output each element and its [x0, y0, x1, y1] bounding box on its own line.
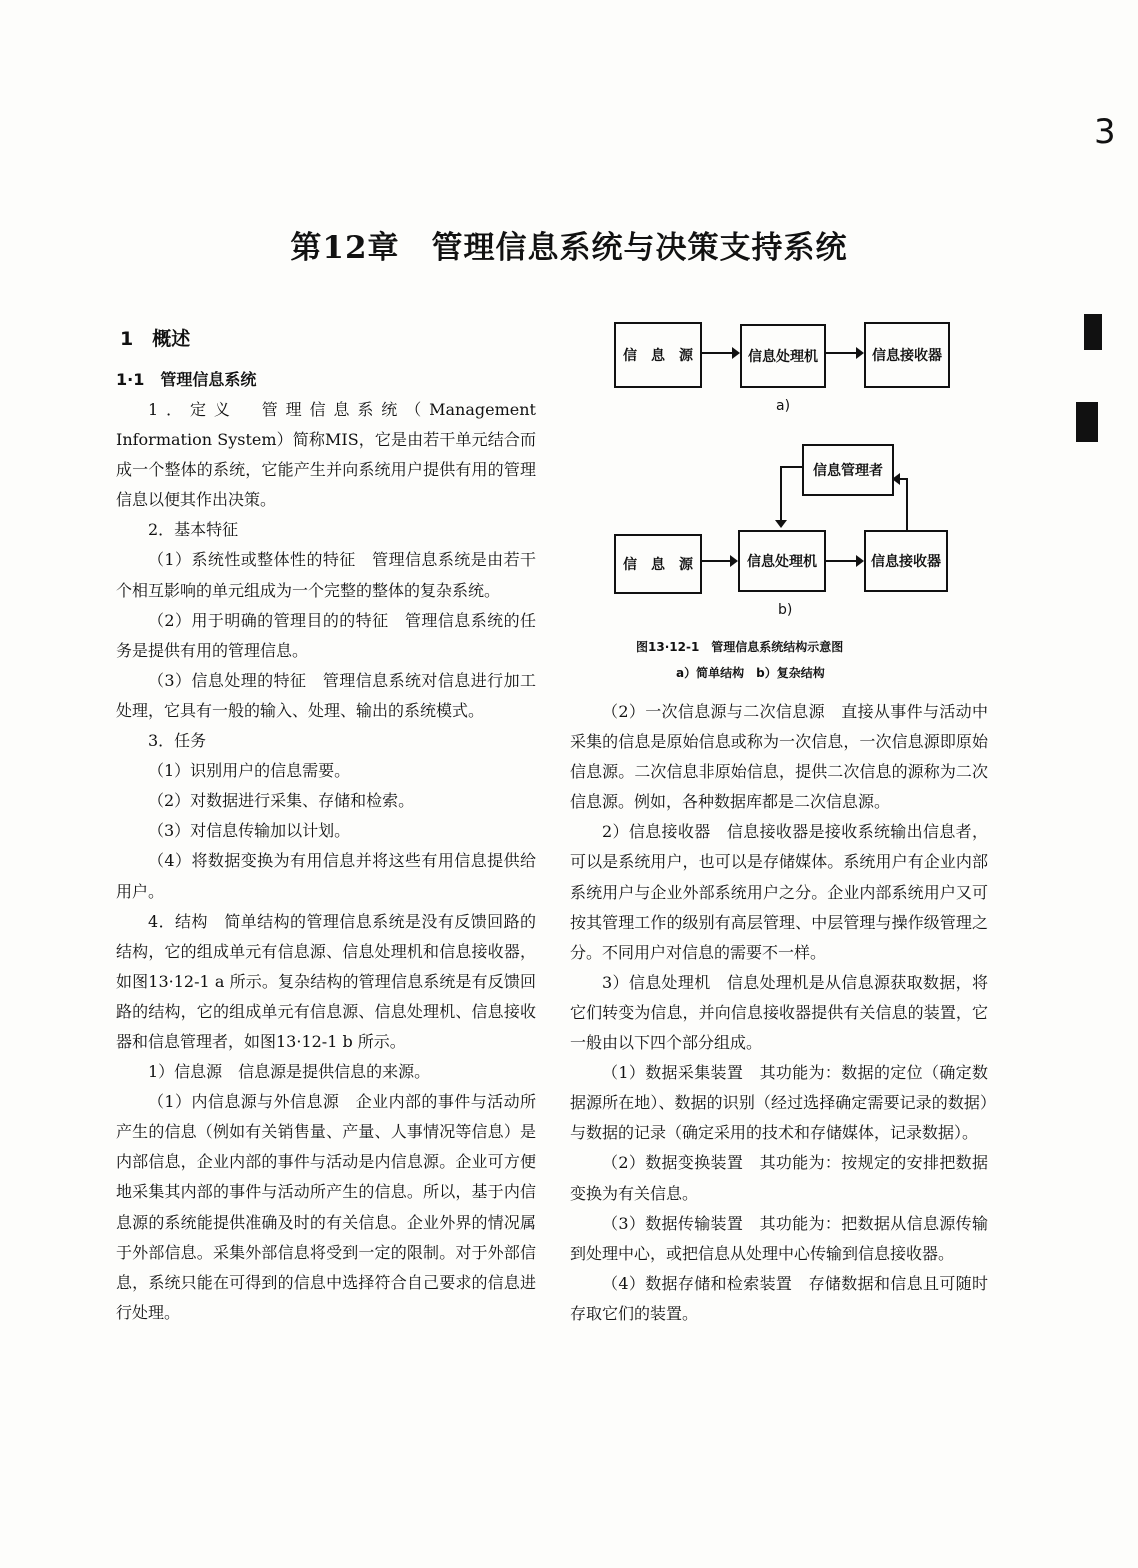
- diagram-a-receiver-box: [864, 322, 950, 388]
- paragraph: 4．结构 简单结构的管理信息系统是没有反馈回路的结构，它的组成单元有信息源、信息处理机和信息接收器，如图13·12-1 a 所示。复杂结构的管理信息系统是有反馈回路的结构，它的组成单元有信息源、信息处理机、信息接收器和信息管理者，如图13·12-1 b 所示。: [116, 911, 536, 1051]
- arrowhead-icon: [856, 555, 864, 567]
- paragraph: （1）数据采集装置 其功能为：数据的定位（确定数据源所在地）、数据的识别（经过选择确定需要记录的数据）与数据的记录（确定采用的技术和存储媒体，记录数据）。: [570, 1063, 988, 1143]
- paragraph: （3）对信息传输加以计划。: [148, 821, 351, 841]
- diagram-a-source-label: 信 息 源: [623, 348, 693, 364]
- arrow-b-2: [824, 560, 858, 562]
- diagram-b-receiver-label: 信息接收器: [871, 554, 941, 570]
- paragraph: （2）一次信息源与二次信息源 直接从事件与活动中采集的信息是原始信息或称为一次信息，一次信息源即原始信息源。二次信息非原始信息，提供二次信息的源称为二次信息源。例如，各种数据库都是二次信息源。: [570, 702, 988, 812]
- manager-line-down: [780, 466, 782, 524]
- diagram-b-processor-label: 信息处理机: [747, 554, 817, 570]
- left-column: [116, 395, 536, 1328]
- page-number: 3: [1094, 112, 1116, 152]
- diagram-a-receiver-label: 信息接收器: [872, 348, 942, 364]
- paragraph: （1）识别用户的信息需要。: [148, 761, 351, 781]
- paragraph: （2）对数据进行采集、存储和检索。: [148, 791, 415, 811]
- manager-line-left: [780, 466, 802, 468]
- arrowhead-icon: [892, 473, 900, 485]
- section-heading-1: 1 概述: [120, 328, 191, 350]
- paragraph: （4）数据存储和检索装置 存储数据和信息且可随时存取它们的装置。: [570, 1273, 988, 1323]
- diagram-b-manager-label: 信息管理者: [813, 463, 883, 479]
- paragraph: 1）信息源 信息源是提供信息的来源。: [148, 1062, 431, 1082]
- arrowhead-icon: [732, 347, 740, 359]
- diagram-b-processor-box: [738, 530, 826, 592]
- arrowhead-icon: [856, 347, 864, 359]
- arrowhead-icon: [775, 520, 787, 528]
- paragraph: （1）系统性或整体性的特征 管理信息系统是由若干个相互影响的单元组成为一个完整的整体的复杂系统。: [116, 550, 536, 600]
- paragraph: 3．任务: [148, 731, 207, 751]
- paragraph: 3）信息处理机 信息处理机是从信息源获取数据，将它们转变为信息，并向信息接收器提供有关信息的装置，它一般由以下四个部分组成。: [570, 972, 988, 1053]
- figure-caption: 图13·12-1 管理信息系统结构示意图: [636, 640, 844, 654]
- chapter-title: 第12章 管理信息系统与决策支持系统: [290, 230, 848, 266]
- arrowhead-icon: [730, 555, 738, 567]
- diagram-b-manager-box: [802, 444, 894, 496]
- diagram-b-source-label: 信 息 源: [623, 557, 693, 573]
- paragraph: （2）用于明确的管理目的的特征 管理信息系统的任务是提供有用的管理信息。: [116, 610, 536, 660]
- paragraph: （3）信息处理的特征 管理信息系统对信息进行加工处理，它具有一般的输入、处理、输出的系统模式。: [116, 670, 536, 720]
- diagram-b-label: b): [778, 602, 793, 618]
- right-column: [570, 697, 988, 1329]
- paragraph: （2）数据变换装置 其功能为：按规定的安排把数据变换为有关信息。: [570, 1153, 988, 1203]
- margin-tab-mark: [1076, 402, 1098, 442]
- diagram-a-source-box: [614, 322, 702, 388]
- margin-tab-mark: [1084, 314, 1102, 350]
- section-heading-1-1: 1·1 管理信息系统: [116, 370, 257, 389]
- diagram-b-source-box: [614, 534, 702, 594]
- paragraph: 2．基本特征: [148, 520, 239, 540]
- figure-caption-sub: a）简单结构 b）复杂结构: [676, 666, 825, 680]
- diagram-a-processor-box: [740, 324, 826, 388]
- paragraph: 2）信息接收器 信息接收器是接收系统输出信息者，可以是系统用户，也可以是存储媒体。系统用户有企业内部系统用户与企业外部系统用户之分。企业内部系统用户又可按其管理工作的级别有高层管理、中层管理与操作级管理之分。不同用户对信息的需要不一样。: [570, 822, 988, 962]
- diagram-a-label: a): [776, 398, 791, 414]
- arrow-b-1: [700, 560, 732, 562]
- diagram-b-receiver-box: [864, 530, 948, 592]
- paragraph: （3）数据传输装置 其功能为：把数据从信息源传输到处理中心，或把信息从处理中心传输到信息接收器。: [570, 1213, 988, 1263]
- feedback-line-up: [906, 478, 908, 530]
- paragraph: （1）内信息源与外信息源 企业内部的事件与活动所产生的信息（例如有关销售量、产量、人事情况等信息）是内部信息，企业内部的事件与活动是内信息源。企业可方便地采集其内部的事件与活动所产生的信息。所以，基于内信息源的系统能提供准确及时的有关信息。企业外界的情况属于外部信息。采集外部信息将受到一定的限制。对于外部信息，系统只能在可得到的信息中选择符合自己要求的信息进行处理。: [116, 1092, 536, 1322]
- paragraph: （4）将数据变换为有用信息并将这些有用信息提供给用户。: [116, 851, 536, 901]
- paragraph: 1．定义 管理信息系统（Management Information System）简称MIS，它是由若干单元结合而成一个整体的系统，它能产生并向系统用户提供有用的管理信息以便其作出决策。: [116, 400, 536, 510]
- diagram-a-processor-label: 信息处理机: [748, 349, 818, 365]
